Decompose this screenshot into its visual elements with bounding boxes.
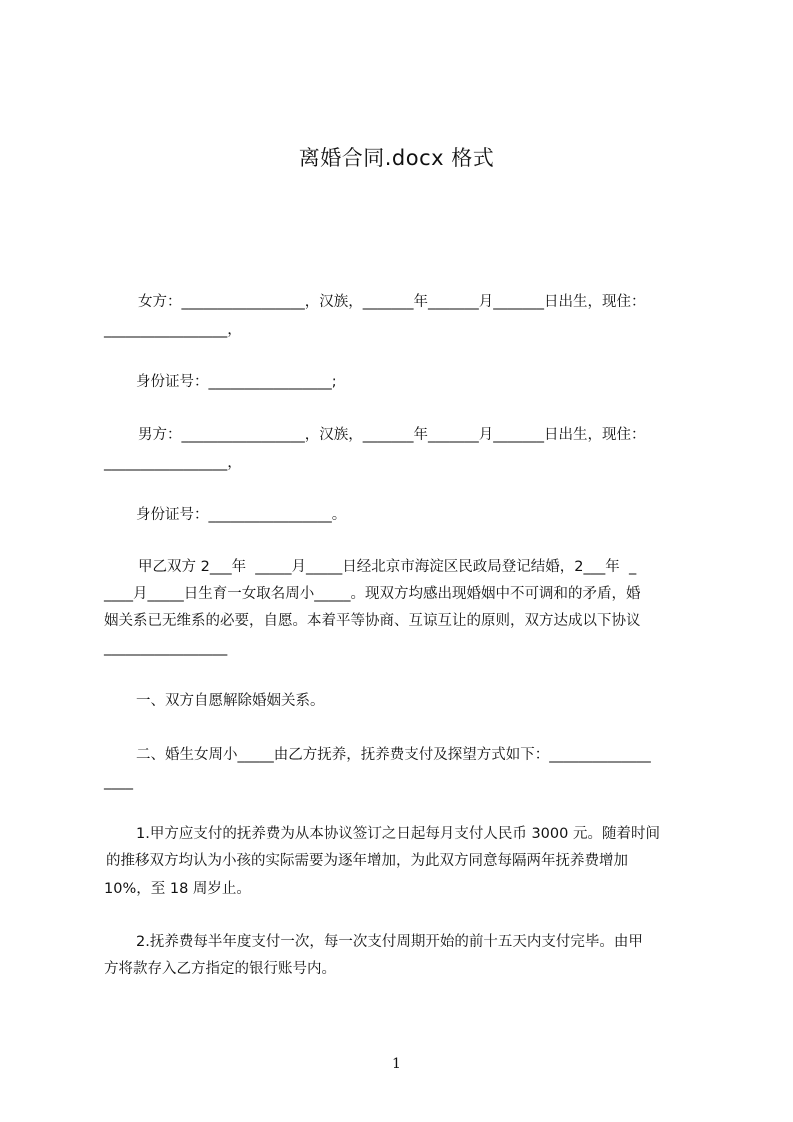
- paragraph-marriage-line-1: 甲乙双方 2___年 _____月_____日经北京市海淀区民政局登记结婚，2___年 _: [138, 559, 637, 575]
- page-number: 1: [392, 1056, 401, 1072]
- clause-1: 一、双方自愿解除婚姻关系。: [136, 693, 325, 709]
- subclause-1-line-2: 的推移双方均认为小孩的实际需要为逐年增加，为此双方同意每隔两年抚养费增加: [106, 853, 628, 869]
- clause-2-line-1: 二、婚生女周小_____由乙方抚养，抚养费支付及探望方式如下：______________: [136, 747, 651, 763]
- paragraph-marriage-line-3: 姻关系已无维系的必要，自愿。本着平等协商、互谅互让的原则，双方达成以下协议: [104, 613, 641, 629]
- female-party-line: 女方：_________________，汉族，_______年_______月_______日出生，现住：: [138, 294, 646, 310]
- subclause-1-line-3: 10%，至 18 周岁止。: [104, 881, 251, 897]
- female-address-line: _________________，: [104, 322, 242, 338]
- subclause-2-line-1: 2.抚养费每半年度支付一次，每一次支付周期开始的前十五天内支付完毕。由甲: [136, 934, 643, 950]
- male-party-line: 男方：_________________，汉族，_______年_______月_______日出生，现住：: [138, 427, 646, 443]
- male-id-line: 身份证号：_________________。: [136, 507, 347, 523]
- clause-2-line-2: ____: [104, 774, 133, 790]
- subclause-1-line-1: 1.甲方应支付的抚养费为从本协议签订之日起每月支付人民币 3000 元。随着时间: [136, 826, 660, 842]
- document-title: 离婚合同.docx 格式: [298, 146, 495, 170]
- male-address-line: _________________，: [104, 455, 242, 471]
- subclause-2-line-2: 方将款存入乙方指定的银行账号内。: [104, 961, 336, 977]
- paragraph-marriage-line-2: ____月_____日生育一女取名周小_____。现双方均感出现婚姻中不可调和的矛盾，婚: [104, 586, 641, 602]
- female-id-line: 身份证号：_________________;: [136, 374, 337, 390]
- paragraph-marriage-line-4: _________________: [104, 640, 228, 656]
